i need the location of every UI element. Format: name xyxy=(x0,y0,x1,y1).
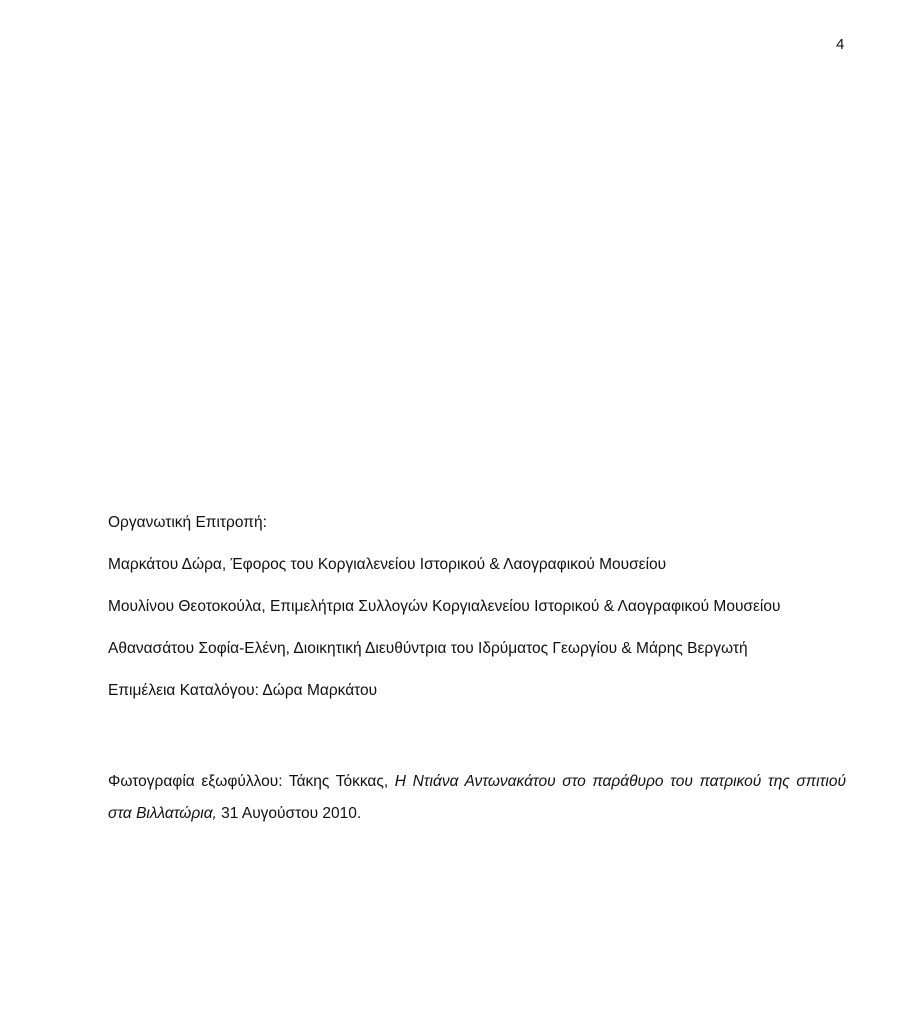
organizing-committee xyxy=(108,513,848,723)
committee-member: Αθανασάτου Σοφία-Ελένη, Διοικητική Διευθύντρια του Ιδρύματος Γεωργίου & Μάρης Βεργωτή xyxy=(108,640,748,657)
cover-photo-title: Η Ντιάνα Αντωνακάτου στο παράθυρο του πατρικού της σπιτιού στα Βιλλατώρια, xyxy=(108,773,846,822)
committee-member: Μουλίνου Θεοτοκούλα, Επιμελήτρια Συλλογών Κοργιαλενείου Ιστορικού & Λαογραφικού Μουσείου xyxy=(108,598,781,615)
committee-member: Μαρκάτου Δώρα, Έφορος του Κοργιαλενείου Ιστορικού & Λαογραφικού Μουσείου xyxy=(108,556,667,573)
catalogue-editor: Επιμέλεια Καταλόγου: Δώρα Μαρκάτου xyxy=(108,682,378,699)
cover-photo-date: 31 Αυγούστου 2010. xyxy=(216,805,362,822)
committee-heading: Οργανωτική Επιτροπή: xyxy=(108,514,267,531)
cover-photo-credit xyxy=(108,766,846,830)
cover-photo-label: Φωτογραφία εξωφύλλου: Τάκης Τόκκας, xyxy=(108,773,395,790)
page-number: 4 xyxy=(836,36,845,53)
